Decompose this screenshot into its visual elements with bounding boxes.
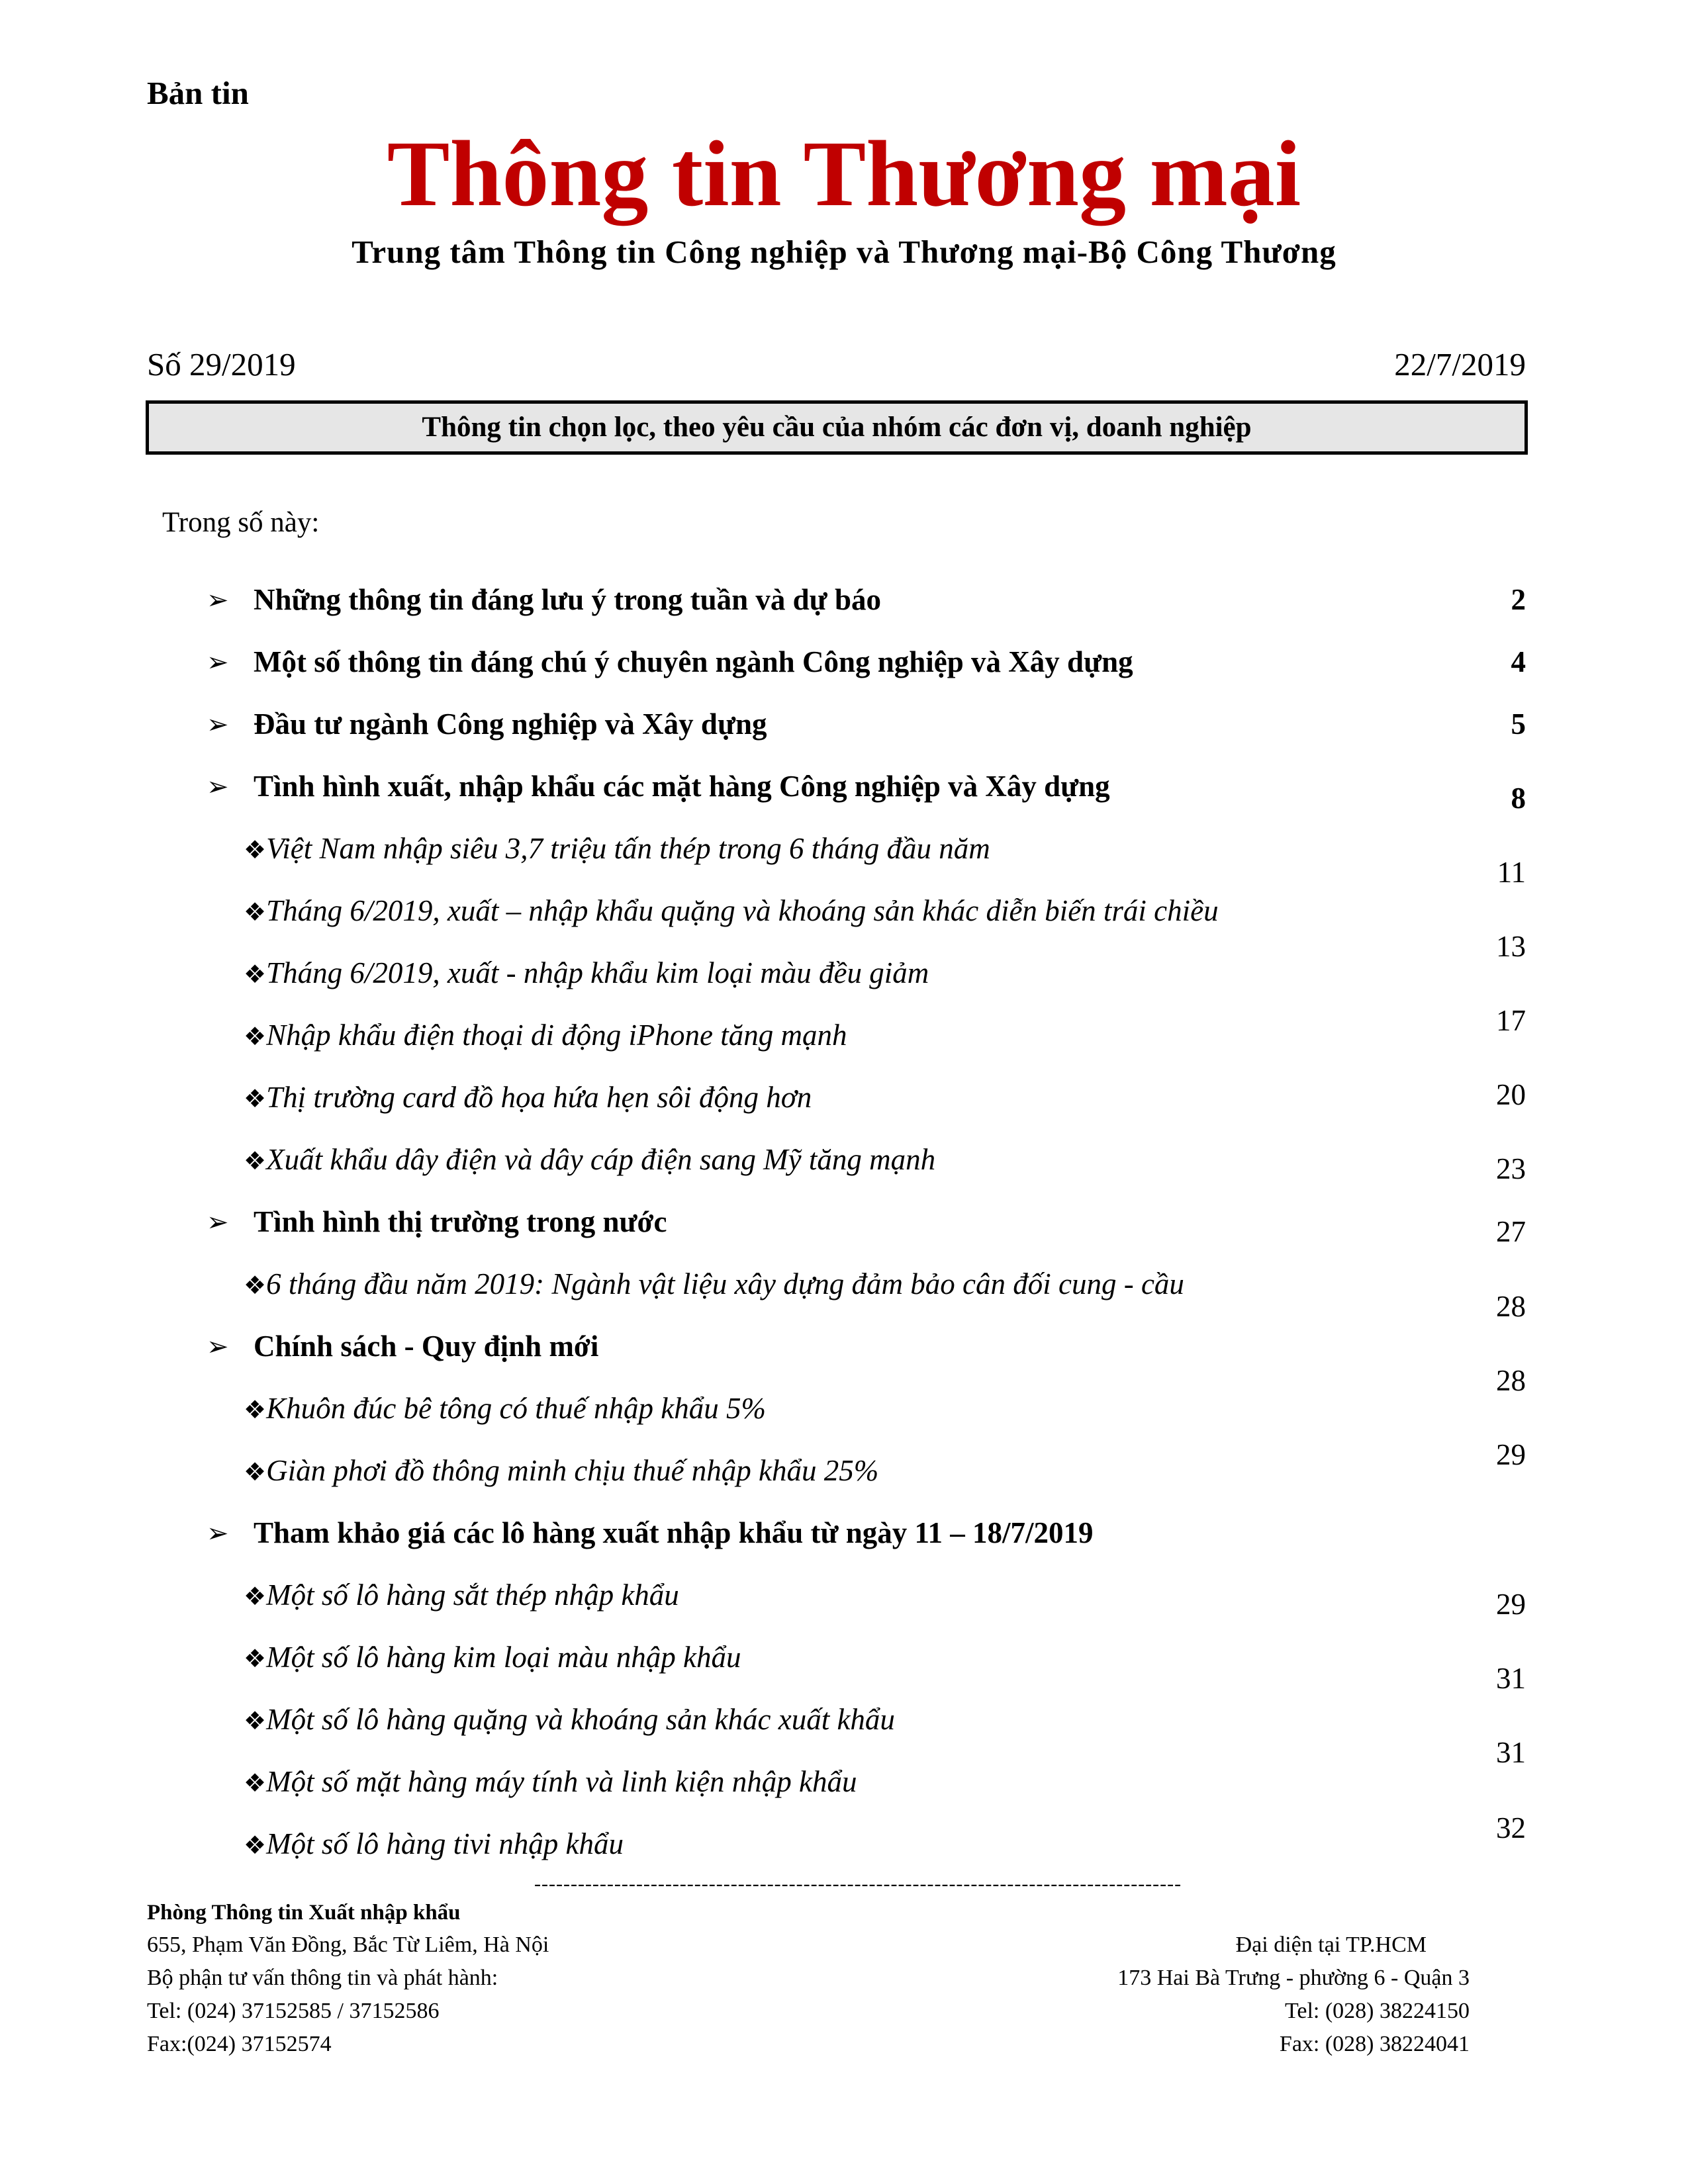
diamond-bullet-icon: ❖ xyxy=(244,1084,267,1113)
toc-subitem[interactable] xyxy=(244,1142,935,1177)
toc-section-arrow-icon: ➢ xyxy=(207,772,229,802)
toc-page-number: 17 xyxy=(1496,1004,1526,1037)
footer-left-line: Bộ phận tư vấn thông tin và phát hành: xyxy=(147,1966,498,1990)
toc-page-number: 4 xyxy=(1511,645,1526,678)
bulletin-kicker: Bản tin xyxy=(147,75,249,111)
toc-subitem[interactable] xyxy=(244,1018,847,1052)
toc-page-number: 8 xyxy=(1511,782,1526,815)
toc-page-number: 31 xyxy=(1496,1736,1526,1769)
newsletter-title: Thông tin Thương mại xyxy=(387,121,1301,226)
toc-subitem-label: Một số lô hàng sắt thép nhập khẩu xyxy=(266,1578,679,1612)
diamond-bullet-icon: ❖ xyxy=(244,1146,267,1175)
toc-page-number: 29 xyxy=(1496,1438,1526,1471)
toc-subitem-label: Một số lô hàng tivi nhập khẩu xyxy=(266,1827,624,1860)
toc-subitem-label: Tháng 6/2019, xuất – nhập khẩu quặng và khoáng sản khác diễn biến trái chiều xyxy=(266,894,1219,927)
diamond-bullet-icon: ❖ xyxy=(244,960,267,989)
toc-section-arrow-icon: ➢ xyxy=(207,1332,229,1362)
toc-section-title[interactable]: Tham khảo giá các lô hàng xuất nhập khẩu từ ngày 11 – 18/7/2019 xyxy=(254,1516,1094,1549)
toc-page-number: 28 xyxy=(1496,1364,1526,1397)
toc-page-number: 32 xyxy=(1496,1811,1526,1844)
toc-page-number: 27 xyxy=(1496,1215,1526,1248)
diamond-bullet-icon: ❖ xyxy=(244,1768,267,1797)
toc-section-title[interactable]: Một số thông tin đáng chú ý chuyên ngành Công nghiệp và Xây dựng xyxy=(254,645,1133,678)
toc-subitem-label: Việt Nam nhập siêu 3,7 triệu tấn thép trong 6 tháng đầu năm xyxy=(266,832,990,865)
diamond-bullet-icon: ❖ xyxy=(244,897,267,927)
footer-left-line: Tel: (024) 37152585 / 37152586 xyxy=(147,1999,440,2023)
toc-page-number: 28 xyxy=(1496,1290,1526,1323)
footer-org-name: Phòng Thông tin Xuất nhập khẩu xyxy=(147,1901,461,1925)
toc-section-title[interactable]: Đầu tư ngành Công nghiệp và Xây dựng xyxy=(254,707,767,741)
toc-intro: Trong số này: xyxy=(162,507,320,538)
toc-subitem-label: Nhập khẩu điện thoại di động iPhone tăng mạnh xyxy=(266,1019,847,1052)
diamond-bullet-icon: ❖ xyxy=(244,1831,267,1860)
diamond-bullet-icon: ❖ xyxy=(244,1395,267,1424)
toc-subitem-label: 6 tháng đầu năm 2019: Ngành vật liệu xây dựng đảm bảo cân đối cung - cầu xyxy=(266,1267,1184,1300)
publisher-subtitle: Trung tâm Thông tin Công nghiệp và Thương mại-Bộ Công Thương xyxy=(352,234,1336,270)
toc-subitem[interactable] xyxy=(244,1453,878,1488)
toc-section-title[interactable]: Chính sách - Quy định mới xyxy=(254,1330,599,1363)
toc-subitem[interactable] xyxy=(244,1080,812,1115)
toc-subitem-label: Một số mặt hàng máy tính và linh kiện nhập khẩu xyxy=(266,1765,857,1798)
issue-number: Số 29/2019 xyxy=(147,346,296,383)
toc-subitem[interactable] xyxy=(244,1640,741,1674)
toc-subitem[interactable] xyxy=(244,1391,766,1426)
toc-page-number: 29 xyxy=(1496,1588,1526,1621)
toc-section-arrow-icon: ➢ xyxy=(207,585,229,615)
section-banner: Thông tin chọn lọc, theo yêu cầu của nhóm các đơn vị, doanh nghiệp xyxy=(146,400,1528,455)
toc-page-number: 2 xyxy=(1511,583,1526,616)
toc-section-title[interactable]: Tình hình thị trường trong nước xyxy=(254,1205,667,1238)
diamond-bullet-icon: ❖ xyxy=(244,1457,267,1486)
footer-right-line: Fax: (028) 38224041 xyxy=(1279,2032,1470,2056)
toc-subitem-label: Một số lô hàng quặng và khoáng sản khác xuất khẩu xyxy=(266,1703,895,1736)
toc-section-arrow-icon: ➢ xyxy=(207,647,229,678)
toc-subitem[interactable] xyxy=(244,893,1219,928)
toc-page-number: 11 xyxy=(1497,856,1526,889)
toc-page-number: 5 xyxy=(1511,707,1526,741)
diamond-bullet-icon: ❖ xyxy=(244,1271,267,1300)
toc-section-arrow-icon: ➢ xyxy=(207,1518,229,1549)
toc-section-title[interactable]: Tình hình xuất, nhập khẩu các mặt hàng Công nghiệp và Xây dựng xyxy=(254,770,1110,803)
issue-date: 22/7/2019 xyxy=(1394,346,1526,383)
footer-right-line: 173 Hai Bà Trưng - phường 6 - Quận 3 xyxy=(1117,1966,1470,1990)
toc-subitem-label: Giàn phơi đồ thông minh chịu thuế nhập khẩu 25% xyxy=(266,1454,879,1487)
toc-subitem-label: Tháng 6/2019, xuất - nhập khẩu kim loại màu đều giảm xyxy=(266,956,929,989)
footer-left-line: Fax:(024) 37152574 xyxy=(147,2032,332,2056)
diamond-bullet-icon: ❖ xyxy=(244,1644,267,1673)
toc-subitem[interactable] xyxy=(244,1702,895,1737)
toc-subitem[interactable] xyxy=(244,1827,624,1861)
diamond-bullet-icon: ❖ xyxy=(244,1022,267,1051)
diamond-bullet-icon: ❖ xyxy=(244,1582,267,1611)
footer-right-line: Đại diện tại TP.HCM xyxy=(1235,1933,1427,1957)
diamond-bullet-icon: ❖ xyxy=(244,835,267,864)
toc-page-number: 13 xyxy=(1496,930,1526,963)
toc-subitem-label: Khuôn đúc bê tông có thuế nhập khẩu 5% xyxy=(266,1392,766,1425)
footer-right-line: Tel: (028) 38224150 xyxy=(1284,1999,1470,2023)
toc-section-arrow-icon: ➢ xyxy=(207,709,229,740)
toc-subitem[interactable] xyxy=(244,1267,1184,1301)
toc-subitem[interactable] xyxy=(244,1764,857,1799)
toc-section-title[interactable]: Những thông tin đáng lưu ý trong tuần và dự báo xyxy=(254,583,881,616)
toc-section-arrow-icon: ➢ xyxy=(207,1207,229,1238)
toc-subitem-label: Xuất khẩu dây điện và dây cáp điện sang Mỹ tăng mạnh xyxy=(266,1143,936,1176)
toc-page-number: 23 xyxy=(1496,1152,1526,1185)
toc-page-number: 20 xyxy=(1496,1078,1526,1111)
diamond-bullet-icon: ❖ xyxy=(244,1706,267,1735)
toc-subitem-label: Thị trường card đồ họa hứa hẹn sôi động hơn xyxy=(266,1081,812,1114)
toc-page-number: 31 xyxy=(1496,1662,1526,1695)
footer-divider: ----------------------------------------------------------------------------------------- xyxy=(534,1873,1182,1895)
toc-subitem[interactable] xyxy=(244,956,929,990)
toc-subitem[interactable] xyxy=(244,831,990,866)
toc-subitem-label: Một số lô hàng kim loại màu nhập khẩu xyxy=(266,1641,741,1674)
toc-subitem[interactable] xyxy=(244,1578,679,1612)
footer-left-line: 655, Phạm Văn Đồng, Bắc Từ Liêm, Hà Nội xyxy=(147,1933,549,1957)
